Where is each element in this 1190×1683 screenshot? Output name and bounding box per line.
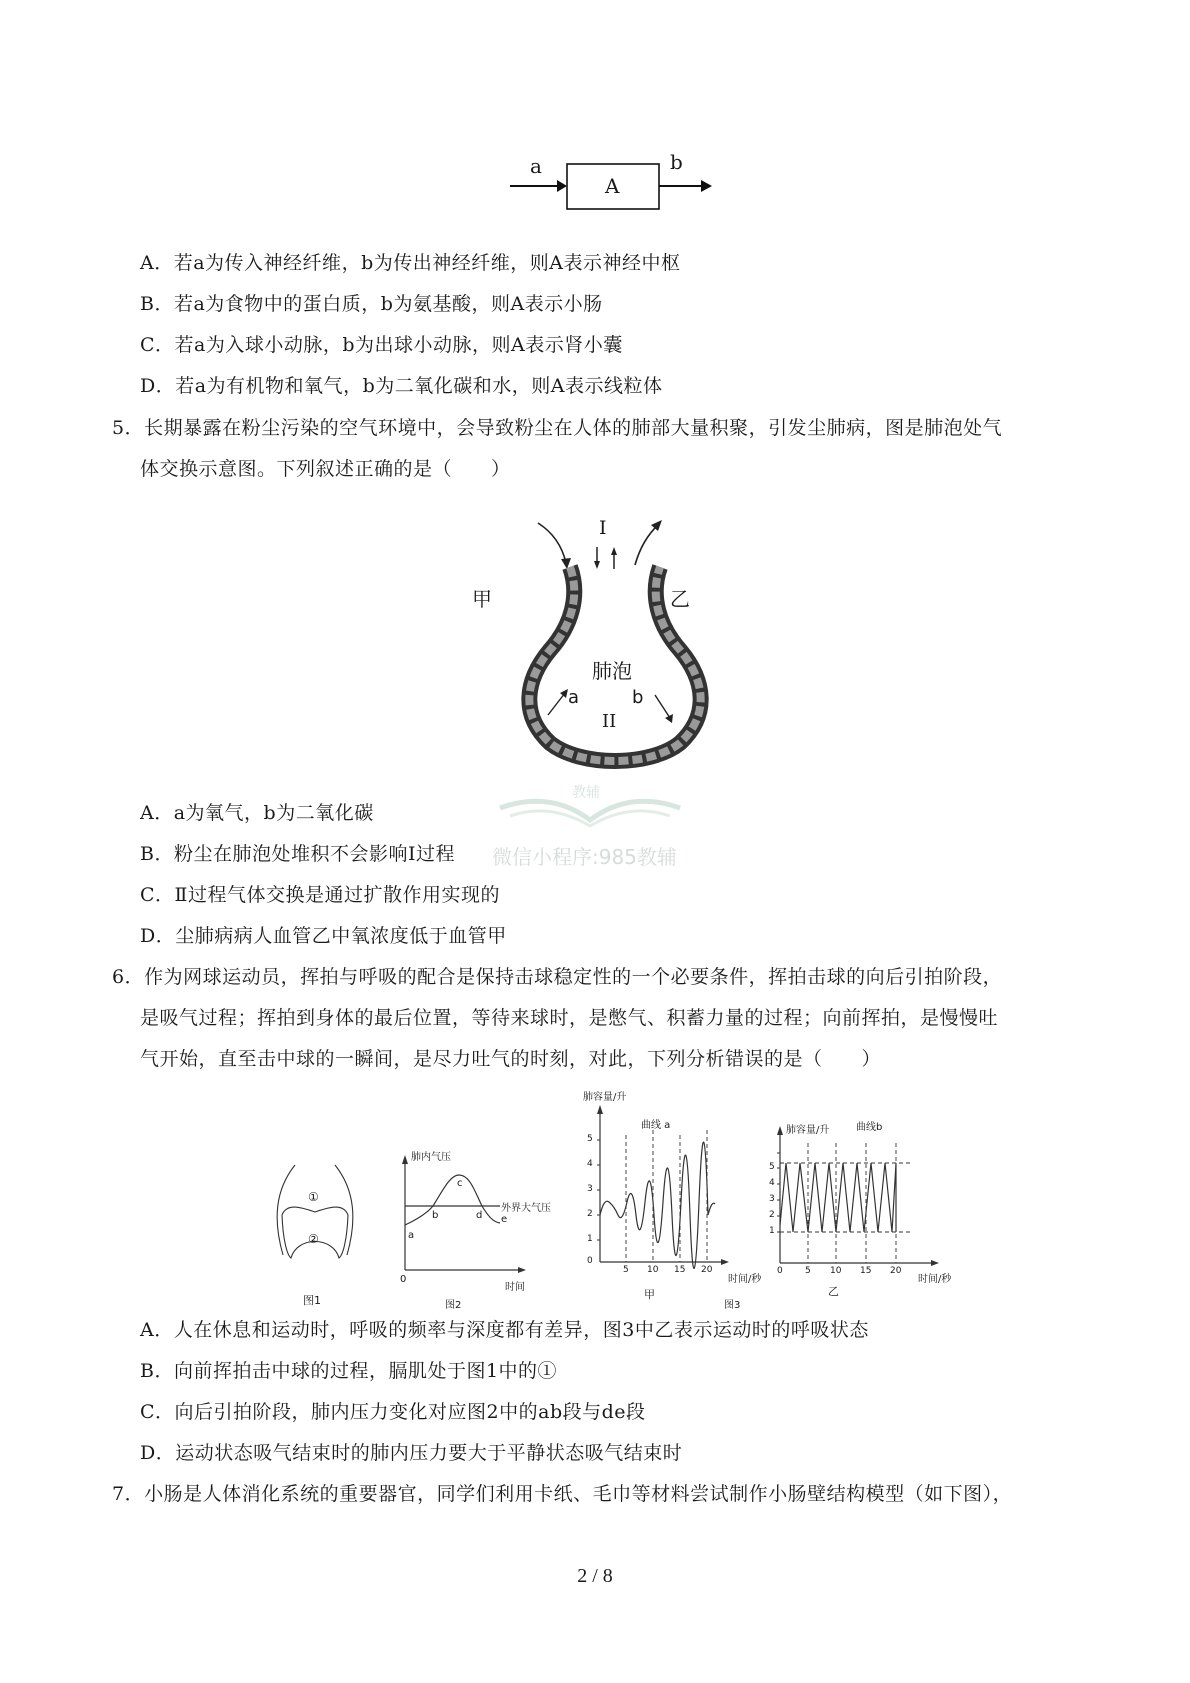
fig3-yi-ytick-3: 3 — [769, 1194, 775, 1204]
q6-option-a — [140, 1317, 869, 1343]
figure-2-pressure-chart — [395, 1150, 570, 1325]
option-letter: A． — [140, 802, 174, 824]
figure-1-diaphragm — [275, 1160, 355, 1310]
watermark-logo-text: 教辅 — [572, 785, 600, 801]
fig3-jia-ytick-5: 5 — [587, 1134, 593, 1144]
fig3-jia-xtick-15: 15 — [674, 1265, 686, 1275]
fig3-caption: 图3 — [724, 1300, 741, 1311]
alveolus-diagram — [472, 515, 720, 780]
fig3-jia-ytick-1: 1 — [587, 1234, 593, 1244]
figure-3-jia-chart — [578, 1090, 768, 1310]
q5-option-d — [140, 923, 507, 949]
fig3-yi-ytick-1: 1 — [769, 1226, 775, 1236]
fig3-yi-ylabel: 肺容量/升 — [786, 1125, 830, 1136]
q4-option-a — [140, 250, 680, 276]
option-text: 向前挥拍击中球的过程，膈肌处于图1中的① — [173, 1360, 558, 1382]
fig3-yi-xtick-0: 0 — [777, 1266, 783, 1276]
fig3-yi-ytick-5: 5 — [769, 1162, 775, 1172]
option-text: 若a为入球小动脉，b为出球小动脉，则A表示肾小囊 — [174, 334, 623, 356]
watermark-logo — [490, 780, 690, 830]
q4-flow-diagram — [505, 150, 715, 215]
diagram-output-label: b — [670, 150, 683, 174]
fig3-yi-xtick-20: 20 — [890, 1266, 902, 1276]
question-text: 作为网球运动员，挥拍与呼吸的配合是保持击球稳定性的一个必要条件，挥拍击球的向后引拍阶段， — [144, 966, 1003, 988]
question-number: 6． — [112, 966, 145, 988]
fig2-point-b: b — [432, 1210, 439, 1221]
option-letter: D． — [140, 925, 176, 947]
question-text: 长期暴露在粉尘污染的空气环境中，会导致粉尘在人体的肺部大量积聚，引发尘肺病，图是肺泡处气 — [144, 417, 1003, 439]
fig3-yi-ytick-2: 2 — [769, 1210, 775, 1220]
fig3-jia-xtick-20: 20 — [701, 1265, 713, 1275]
figure-3-yi-chart — [768, 1115, 968, 1300]
q6-stem-line2 — [140, 1005, 998, 1031]
option-letter: B． — [140, 293, 174, 315]
option-text: 向后引拍阶段，肺内压力变化对应图2中的ab段与de段 — [174, 1401, 646, 1423]
option-letter: D． — [140, 375, 176, 397]
q4-option-c — [140, 332, 623, 358]
q7-stem-line1 — [112, 1481, 1012, 1507]
fig3-jia-ylabel: 肺容量/升 — [583, 1092, 627, 1103]
fig1-mark-1: ① — [308, 1190, 319, 1204]
alveolus-label: 肺泡 — [592, 659, 632, 683]
option-text: a为氧气，b为二氧化碳 — [173, 802, 374, 824]
fig2-point-c: c — [457, 1178, 463, 1189]
process-1-label: I — [599, 517, 607, 539]
diagram-input-label: a — [530, 154, 542, 178]
q5-stem-line1 — [112, 415, 1002, 441]
fig3-yi-xtick-10: 10 — [830, 1266, 842, 1276]
fig1-mark-2: ② — [308, 1232, 319, 1246]
option-letter: C． — [140, 334, 175, 356]
option-text: 运动状态吸气结束时的肺内压力要大于平静状态吸气结束时 — [175, 1442, 683, 1464]
fig1-caption: 图1 — [303, 1294, 321, 1307]
q6-stem-line1 — [112, 964, 1002, 990]
fig2-point-d: d — [476, 1210, 483, 1221]
option-letter: A． — [140, 1319, 174, 1341]
option-letter: A． — [140, 252, 174, 274]
fig2-point-a: a — [408, 1230, 415, 1241]
q6-stem-line3 — [140, 1046, 881, 1072]
gas-b-label: b — [632, 687, 644, 708]
q5-option-c — [140, 882, 500, 908]
option-letter: B． — [140, 1360, 174, 1382]
option-text: 粉尘在肺泡处堆积不会影响Ⅰ过程 — [173, 843, 455, 865]
fig3-jia-caption: 甲 — [644, 1288, 655, 1301]
vessel-left-label: 甲 — [472, 587, 492, 611]
fig2-ylabel: 肺内气压 — [411, 1152, 451, 1163]
question-number: 5． — [112, 417, 145, 439]
fig3-yi-ytick-4: 4 — [769, 1178, 775, 1188]
question-text: 小肠是人体消化系统的重要器官，同学们利用卡纸、毛巾等材料尝试制作小肠壁结构模型（如下图）， — [144, 1483, 1013, 1505]
fig3-yi-xlabel: 时间/秒 — [918, 1274, 952, 1285]
fig3-jia-xtick-5: 5 — [623, 1265, 629, 1275]
option-text: Ⅱ过程气体交换是通过扩散作用实现的 — [174, 884, 500, 906]
question-text: 是吸气过程；挥拍到身体的最后位置，等待来球时，是憋气、积蓄力量的过程；向前挥拍，是慢慢吐 — [140, 1007, 999, 1029]
fig3-jia-xlabel: 时间/秒 — [728, 1274, 762, 1285]
q6-option-c — [140, 1399, 646, 1425]
q4-option-b — [140, 291, 603, 317]
q4-option-d — [140, 373, 662, 399]
option-text: 若a为食物中的蛋白质，b为氨基酸，则A表示小肠 — [173, 293, 603, 315]
fig2-point-e: e — [501, 1214, 508, 1225]
option-letter: D． — [140, 1442, 176, 1464]
option-text: 人在休息和运动时，呼吸的频率与深度都有差异，图3中乙表示运动时的呼吸状态 — [173, 1319, 869, 1341]
process-2-label: II — [602, 711, 617, 732]
fig2-xlabel: 时间 — [505, 1282, 525, 1293]
fig3-jia-ytick-4: 4 — [587, 1159, 593, 1169]
fig3-jia-ytick-2: 2 — [587, 1209, 593, 1219]
watermark-text: 微信小程序:985教辅 — [492, 845, 677, 869]
fig3-yi-caption: 乙 — [828, 1285, 839, 1298]
fig3-yi-xtick-15: 15 — [860, 1266, 872, 1276]
q5-option-b — [140, 841, 455, 867]
option-text: 尘肺病病人血管乙中氧浓度低于血管甲 — [175, 925, 507, 947]
option-text: 若a为有机物和氧气，b为二氧化碳和水，则A表示线粒体 — [175, 375, 663, 397]
fig3-jia-origin: 0 — [587, 1256, 593, 1266]
vessel-right-label: 乙 — [670, 587, 690, 611]
fig3-curve-b-label: 曲线b — [856, 1122, 883, 1133]
option-letter: C． — [140, 1401, 175, 1423]
question-number: 7． — [112, 1483, 145, 1505]
q5-stem-line2 — [140, 456, 511, 482]
fig2-caption: 图2 — [445, 1300, 462, 1311]
option-letter: B． — [140, 843, 174, 865]
option-text: 若a为传入神经纤维，b为传出神经纤维，则A表示神经中枢 — [173, 252, 681, 274]
fig3-curve-a-label: 曲线 a — [641, 1120, 671, 1131]
question-text: 体交换示意图。下列叙述正确的是（ ） — [140, 458, 511, 480]
fig2-origin: 0 — [400, 1274, 407, 1285]
q6-option-d — [140, 1440, 682, 1466]
q5-option-a — [140, 800, 374, 826]
fig2-ref-line-label: 外界大气压 — [501, 1203, 551, 1214]
fig3-jia-xtick-10: 10 — [647, 1265, 659, 1275]
option-letter: C． — [140, 884, 175, 906]
fig3-yi-xtick-5: 5 — [805, 1266, 811, 1276]
question-text: 气开始，直至击中球的一瞬间，是尽力吐气的时刻，对此，下列分析错误的是（ ） — [140, 1048, 882, 1070]
diagram-box-label: A — [605, 174, 620, 198]
fig3-jia-ytick-3: 3 — [587, 1184, 593, 1194]
gas-a-label: a — [568, 687, 580, 708]
q6-option-b — [140, 1358, 557, 1384]
page-number: 2 / 8 — [577, 1565, 613, 1587]
